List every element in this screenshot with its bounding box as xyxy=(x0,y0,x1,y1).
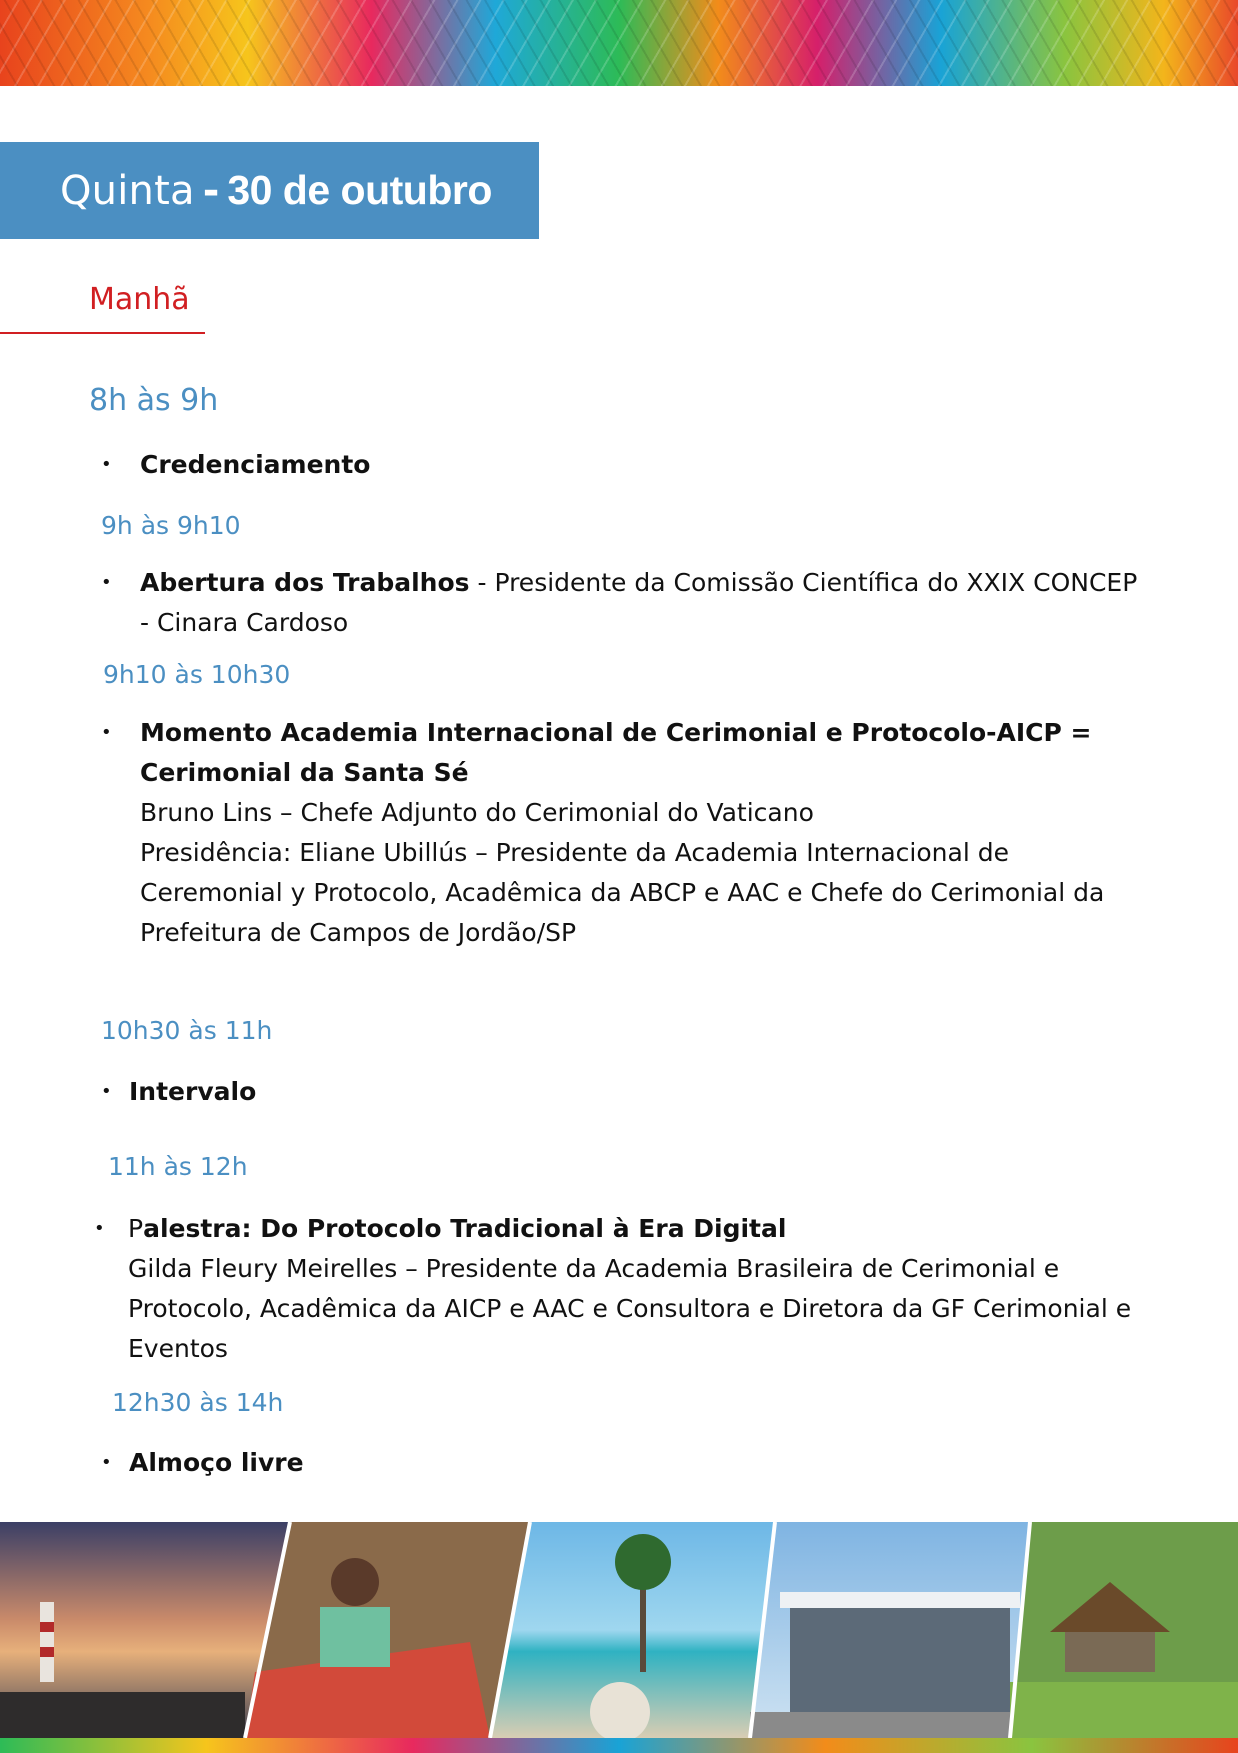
session-chair: Ceremonial y Protocolo, Acadêmica da ABCP e AAC e Chefe do Cerimonial da xyxy=(140,878,1105,907)
session-title: Credenciamento xyxy=(140,450,371,479)
session-title: alestra: Do Protocolo Tradicional à Era Digital xyxy=(143,1214,787,1243)
market-ground xyxy=(750,1712,1020,1738)
session-chair: Prefeitura de Campos de Jordão/SP xyxy=(140,918,577,947)
session-title: Almoço livre xyxy=(129,1448,304,1477)
session-detail: - Cinara Cardoso xyxy=(140,608,349,637)
time-slot: 12h30 às 14h xyxy=(112,1388,284,1417)
session-speaker: Bruno Lins – Chefe Adjunto do Cerimonial do Vaticano xyxy=(140,798,814,827)
palm-leaves xyxy=(615,1534,671,1590)
session-speaker: Protocolo, Acadêmica da AICP e AAC e Consultora e Diretora da GF Cerimonial e xyxy=(128,1294,1132,1323)
lighthouse-stripe xyxy=(40,1622,54,1632)
artisan-shirt xyxy=(320,1607,390,1667)
bullet-icon: • xyxy=(94,1218,105,1239)
session-block xyxy=(140,563,1137,643)
hut-wall xyxy=(1065,1632,1155,1672)
session-title: Intervalo xyxy=(129,1077,257,1106)
artisan-figure xyxy=(331,1558,379,1606)
session-speaker: Gilda Fleury Meirelles – Presidente da Academia Brasileira de Cerimonial e xyxy=(128,1254,1060,1283)
session-speaker: Eventos xyxy=(128,1334,228,1363)
bullet-icon: • xyxy=(101,1081,112,1102)
collage-svg xyxy=(0,1522,1238,1738)
day-separator: - xyxy=(202,167,220,214)
bullet-icon: • xyxy=(101,572,112,593)
session-title: Momento Academia Internacional de Cerimonial e Protocolo-AICP = xyxy=(140,718,1092,747)
bullet-icon: • xyxy=(101,1452,112,1473)
session-block xyxy=(140,713,1104,953)
decorative-threads-banner xyxy=(0,0,1238,86)
city-photo-collage xyxy=(0,1522,1238,1738)
day-header xyxy=(0,142,539,239)
decorative-threads-strip xyxy=(0,1738,1238,1753)
time-slot: 10h30 às 11h xyxy=(101,1016,273,1045)
period-label: Manhã xyxy=(89,282,190,317)
session-title: Abertura dos Trabalhos xyxy=(140,568,470,597)
market-building xyxy=(790,1602,1010,1712)
bullet-icon: • xyxy=(101,722,112,743)
time-slot: 9h às 9h10 xyxy=(101,511,241,540)
bullet-icon: • xyxy=(101,454,112,475)
time-slot: 8h às 9h xyxy=(89,383,219,418)
lighthouse xyxy=(40,1602,54,1682)
session-title: Cerimonial da Santa Sé xyxy=(140,758,469,787)
period-underline xyxy=(0,332,205,334)
day-date: 30 de outubro xyxy=(227,167,492,213)
time-slot: 11h às 12h xyxy=(108,1152,248,1181)
lighthouse-stripe xyxy=(40,1647,54,1657)
market-roof xyxy=(780,1592,1020,1608)
session-title-initial: P xyxy=(128,1214,144,1243)
garden-lawn xyxy=(1010,1682,1238,1738)
harbor-rocks xyxy=(0,1692,245,1738)
time-slot: 9h10 às 10h30 xyxy=(103,660,291,689)
session-chair: Presidência: Eliane Ubillús – Presidente da Academia Internacional de xyxy=(140,838,1009,867)
day-weekday: Quinta xyxy=(60,167,195,214)
session-detail: - Presidente da Comissão Científica do XXIX CONCEP xyxy=(469,568,1138,597)
session-block xyxy=(128,1209,1131,1369)
